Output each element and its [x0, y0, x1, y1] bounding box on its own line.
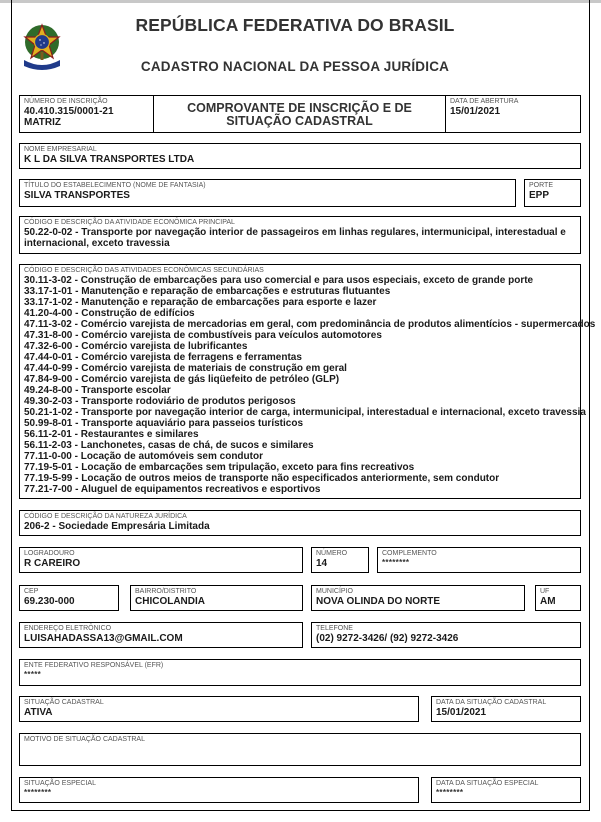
porte-box — [524, 179, 581, 207]
atividade-secundaria-item: 47.44-0-01 - Comércio varejista de ferragens e ferramentas — [24, 352, 302, 363]
header-title: REPÚBLICA FEDERATIVA DO BRASIL — [135, 15, 455, 35]
data-situacao-box — [431, 696, 581, 722]
porte-value: EPP — [529, 190, 550, 201]
nome-empresarial-box — [19, 143, 581, 169]
efr-value: ***** — [24, 670, 42, 679]
numero-box — [311, 547, 369, 573]
atividade-secundaria-item: 47.11-3-02 - Comércio varejista de mercadorias em geral, com predominância de produtos alimentícios - supermercados — [24, 319, 596, 330]
atividade-principal-value: 50.22-0-02 - Transporte por navegação interior de passageiros em linhas regulares, intermunicipal, interestadual e internacional, exceto travessia — [24, 227, 566, 249]
data-situacao-value: 15/01/2021 — [436, 707, 487, 718]
atividade-secundaria-item: 49.30-2-03 - Transporte rodoviário de produtos perigosos — [24, 396, 296, 407]
atividade-secundaria-item: 47.32-6-00 - Comércio varejista de lubrificantes — [24, 341, 248, 352]
data-situacao-especial-label: DATA DA SITUAÇÃO ESPECIAL — [436, 780, 539, 787]
telefone-box — [311, 622, 581, 648]
atividade-secundaria-item: 77.19-5-01 - Locação de embarcações sem tripulação, exceto para fins recreativos — [24, 462, 415, 473]
municipio-box — [311, 585, 525, 611]
inscricao-box — [19, 95, 154, 133]
situacao-especial-box — [19, 777, 419, 803]
inscricao-tipo: MATRIZ — [24, 117, 62, 128]
atividade-secundaria-item: 77.11-0-00 - Locação de automóveis sem condutor — [24, 451, 263, 462]
atividade-principal-box — [19, 216, 581, 254]
brasil-coat-of-arms-icon — [20, 22, 64, 72]
cep-value: 69.230-000 — [24, 596, 75, 607]
atividade-secundaria-item: 41.20-4-00 - Construção de edifícios — [24, 308, 195, 319]
situacao-label: SITUAÇÃO CADASTRAL — [24, 699, 104, 706]
atividades-secundarias-label: CÓDIGO E DESCRIÇÃO DAS ATIVIDADES ECONÔMICAS SECUNDÁRIAS — [24, 267, 264, 274]
atividade-secundaria-item: 47.84-9-00 - Comércio varejista de gás liqüefeito de petróleo (GLP) — [24, 374, 340, 385]
fantasia-box — [19, 179, 516, 207]
porte-label: PORTE — [529, 182, 553, 189]
bairro-value: CHICOLANDIA — [135, 596, 205, 607]
document-title: COMPROVANTE DE INSCRIÇÃO E DE SITUAÇÃO CADASTRAL — [187, 101, 412, 128]
cep-label: CEP — [24, 588, 39, 595]
telefone-label: TELEFONE — [316, 625, 353, 632]
atividade-secundaria-item: 47.44-0-99 - Comércio varejista de materiais de construção em geral — [24, 363, 347, 374]
atividade-secundaria-item: 77.21-7-00 - Aluguel de equipamentos recreativos e esportivos — [24, 484, 321, 495]
document-title-box — [153, 95, 446, 133]
natureza-juridica-label: CÓDIGO E DESCRIÇÃO DA NATUREZA JURÍDICA — [24, 513, 187, 520]
logradouro-box — [19, 547, 303, 573]
abertura-value: 15/01/2021 — [450, 106, 501, 117]
atividade-secundaria-item: 33.17-1-01 - Manutenção e reparação de embarcações e estruturas flutuantes — [24, 286, 391, 297]
complemento-label: COMPLEMENTO — [382, 550, 437, 557]
atividade-secundaria-item: 49.24-8-00 - Transporte escolar — [24, 385, 171, 396]
email-value: LUISAHADASSA13@GMAIL.COM — [24, 633, 183, 644]
atividades-secundarias-list — [24, 275, 596, 495]
atividade-secundaria-item: 47.31-8-00 - Comércio varejista de combustíveis para veículos automotores — [24, 330, 382, 341]
email-label: ENDEREÇO ELETRÔNICO — [24, 625, 112, 632]
atividade-secundaria-item: 33.17-1-02 - Manutenção e reparação de embarcações para esporte e lazer — [24, 297, 377, 308]
nome-empresarial-value: K L DA SILVA TRANSPORTES LTDA — [24, 154, 195, 165]
atividade-secundaria-item: 50.21-1-02 - Transporte por navegação interior de carga, intermunicipal, interestadual e internacional, exceto travessia — [24, 407, 586, 418]
natureza-juridica-value: 206-2 - Sociedade Empresária Limitada — [24, 521, 210, 532]
situacao-box — [19, 696, 419, 722]
email-box — [19, 622, 303, 648]
fantasia-value: SILVA TRANSPORTES — [24, 190, 130, 201]
situacao-especial-label: SITUAÇÃO ESPECIAL — [24, 780, 96, 787]
atividade-secundaria-item: 50.99-8-01 - Transporte aquaviário para passeios turísticos — [24, 418, 304, 429]
inscricao-label: NÚMERO DE INSCRIÇÃO — [24, 98, 108, 105]
atividade-secundaria-item: 77.19-5-99 - Locação de outros meios de transporte não especificados anteriormente, sem condutor — [24, 473, 500, 484]
data-situacao-label: DATA DA SITUAÇÃO CADASTRAL — [436, 699, 547, 706]
atividade-principal-label: CÓDIGO E DESCRIÇÃO DA ATIVIDADE ECONÔMICA PRINCIPAL — [24, 219, 235, 226]
efr-box — [19, 659, 581, 686]
logradouro-value: R CAREIRO — [24, 558, 81, 569]
atividades-secundarias-box — [19, 264, 596, 499]
efr-label: ENTE FEDERATIVO RESPONSÁVEL (EFR) — [24, 662, 164, 669]
atividade-secundaria-item: 30.11-3-02 - Construção de embarcações para uso comercial e para usos especiais, exceto de grande porte — [24, 275, 534, 286]
telefone-value: (02) 9272-3426/ (92) 9272-3426 — [316, 633, 459, 644]
numero-value: 14 — [316, 558, 328, 569]
abertura-box — [445, 95, 581, 133]
situacao-especial-value: ******** — [24, 788, 52, 797]
numero-label: NÚMERO — [316, 550, 348, 557]
situacao-value: ATIVA — [24, 707, 53, 718]
data-situacao-especial-box — [431, 777, 581, 803]
header-subtitle: CADASTRO NACIONAL DA PESSOA JURÍDICA — [140, 59, 450, 74]
municipio-value: NOVA OLINDA DO NORTE — [316, 596, 441, 607]
uf-value: AM — [540, 596, 556, 607]
motivo-box — [19, 733, 581, 766]
uf-box — [535, 585, 581, 611]
cep-box — [19, 585, 119, 611]
complemento-box — [377, 547, 581, 573]
nome-empresarial-label: NOME EMPRESARIAL — [24, 146, 97, 153]
motivo-label: MOTIVO DE SITUAÇÃO CADASTRAL — [24, 736, 145, 743]
bairro-label: BAIRRO/DISTRITO — [135, 588, 197, 595]
data-situacao-especial-value: ******** — [436, 788, 464, 797]
atividade-secundaria-item: 56.11-2-01 - Restaurantes e similares — [24, 429, 199, 440]
complemento-value: ******** — [382, 558, 410, 567]
atividade-secundaria-item: 56.11-2-03 - Lanchonetes, casas de chá, de sucos e similares — [24, 440, 314, 451]
bairro-box — [130, 585, 303, 611]
municipio-label: MUNICÍPIO — [316, 588, 353, 595]
inscricao-numero: 40.410.315/0001-21 — [24, 106, 114, 117]
abertura-label: DATA DE ABERTURA — [450, 98, 519, 105]
fantasia-label: TÍTULO DO ESTABELECIMENTO (NOME DE FANTASIA) — [24, 182, 206, 189]
natureza-juridica-box — [19, 510, 581, 536]
logradouro-label: LOGRADOURO — [24, 550, 75, 557]
uf-label: UF — [540, 588, 550, 595]
